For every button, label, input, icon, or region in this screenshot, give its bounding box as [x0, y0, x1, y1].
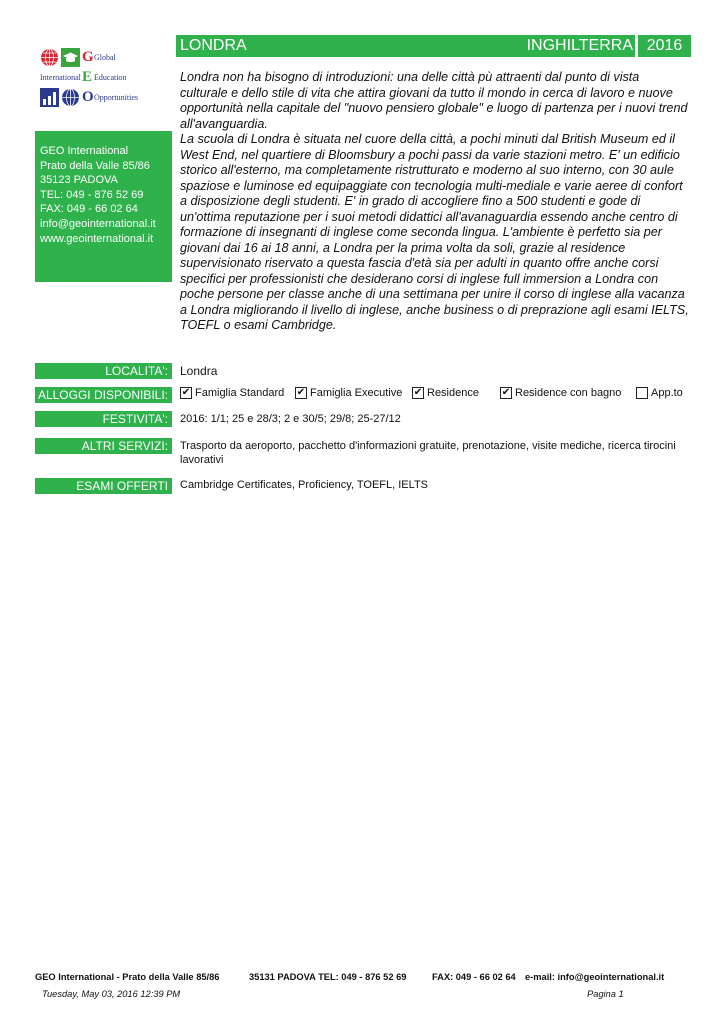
contact-fax: FAX: 049 - 66 02 64: [40, 203, 138, 216]
logo-word-opportunities: Opportunities: [94, 93, 138, 102]
title-year: 2016: [638, 35, 691, 57]
option-label: Residence con bagno: [515, 387, 622, 399]
logo-letter-g: G: [82, 49, 94, 65]
description-school: La scuola di Londra è situata nel cuore della città, a pochi minuti dal British Museum ed il West End, nel quartiere di Bloomsbury a pochi passi da varie stazioni metro. E' un edificio storico all'esterno, ma completamente ristrutturato e moderno al suo interno, con 30 aule spaziose e luminose ed equipaggiate con tecnologia multi-mediale e varie aeree di confort a disposizione degli studenti. E' in grado di accogliere fino a 500 studenti e gode di un'ottima reputazione per i suoi metodi didattici all'avanaguardia essendo anche centro di formazione di insegnanti di inglese come seconda lingua. L'ambiente è perfetto sia per giovani dai 16 ai 18 anni, a Londra per la prima volta da soli, grazie al residence supervisionato riservato a questa fascia d'età sia per adulti in quanto offre anche corsi specifici per professionisti che desiderano corsi di inglese full immersion a Londra con poche persone per classe anche di una settimana per unire il corso di inglese alla vacanza a Londra migliorando il livello di inglese, anche business o di preprazione agli esami IELTS, TOEFL o esami Cambridge.: [180, 132, 689, 332]
contact-email[interactable]: info@geointernational.it: [40, 217, 156, 230]
servizi-label: ALTRI SERVIZI:: [35, 438, 172, 454]
localita-value: Londra: [180, 364, 218, 378]
option-famiglia-executive[interactable]: [295, 387, 402, 399]
title-bar: [176, 35, 635, 57]
graduation-cap-icon: [61, 48, 80, 67]
title-country: INGHILTERRA: [526, 37, 633, 54]
option-label: App.to: [651, 387, 683, 399]
footer-fax: FAX: 049 - 66 02 64: [432, 972, 516, 982]
footer-city-tel: 35131 PADOVA TEL: 049 - 876 52 69: [249, 972, 407, 982]
option-appartamento[interactable]: [636, 387, 683, 399]
option-label: Famiglia Standard: [195, 387, 285, 399]
geo-logo: [40, 48, 170, 108]
localita-label: LOCALITA':: [35, 363, 172, 379]
contact-tel: TEL: 049 - 876 52 69: [40, 188, 144, 201]
option-famiglia-standard[interactable]: [180, 387, 284, 399]
footer-address: GEO International - Prato della Valle 85/86: [35, 972, 220, 982]
footer-page: Pagina 1: [587, 989, 624, 999]
globe-icon: [40, 48, 59, 67]
contact-company: GEO International: [40, 145, 129, 157]
checkbox-checked[interactable]: ✔: [413, 387, 423, 398]
checkbox-checked[interactable]: ✔: [501, 387, 511, 398]
contact-web[interactable]: www.geointernational.it: [40, 232, 154, 245]
checkbox-unchecked[interactable]: [636, 387, 648, 399]
option-label: Residence: [427, 387, 479, 399]
checkbox-checked[interactable]: ✔: [181, 387, 191, 398]
description-intro: Londra non ha bisogno di introduzioni: una delle città pù attraenti dal punto di vista culturale e dello stile di vita che attira giovani da tutto il mondo in cerca di lavoro e nuove opportunità nella capitale del "nuovo pensiero globale" e luogo di partenza per i nuovi trend all'avanguardia.: [180, 70, 688, 131]
esami-value: Cambridge Certificates, Proficiency, TOEFL, IELTS: [180, 479, 428, 491]
description: [180, 70, 690, 334]
logo-letter-e: E: [82, 69, 93, 85]
contact-city: 35123 PADOVA: [40, 174, 118, 187]
alloggi-options: [180, 387, 700, 403]
option-residence-bagno[interactable]: [500, 387, 621, 399]
footer-email: e-mail: info@geointernational.it: [525, 972, 665, 982]
logo-word-global: Global: [94, 53, 116, 62]
esami-label: ESAMI OFFERTI: [35, 478, 172, 494]
option-label: Famiglia Executive: [310, 387, 403, 399]
option-residence[interactable]: [412, 387, 479, 399]
logo-word-international: International: [40, 73, 81, 82]
world-icon: [61, 88, 80, 107]
contact-box: [35, 131, 172, 282]
title-city: LONDRA: [180, 37, 247, 54]
servizi-value: Trasporto da aeroporto, pacchetto d'informazioni gratuite, prenotazione, visite mediche, ricerca tirocini lavorativi: [180, 440, 676, 466]
chart-icon: [40, 88, 59, 107]
logo-letter-o: O: [82, 89, 94, 105]
contact-address: Prato della Valle 85/86: [40, 159, 150, 172]
festivita-value: 2016: 1/1; 25 e 28/3; 2 e 30/5; 29/8; 25-27/12: [180, 413, 401, 425]
logo-word-education: Education: [94, 73, 127, 82]
footer-date: Tuesday, May 03, 2016 12:39 PM: [42, 989, 181, 999]
festivita-label: FESTIVITA':: [35, 411, 172, 427]
checkbox-checked[interactable]: ✔: [296, 387, 306, 398]
alloggi-label: ALLOGGI DISPONIBILI:: [35, 387, 172, 403]
